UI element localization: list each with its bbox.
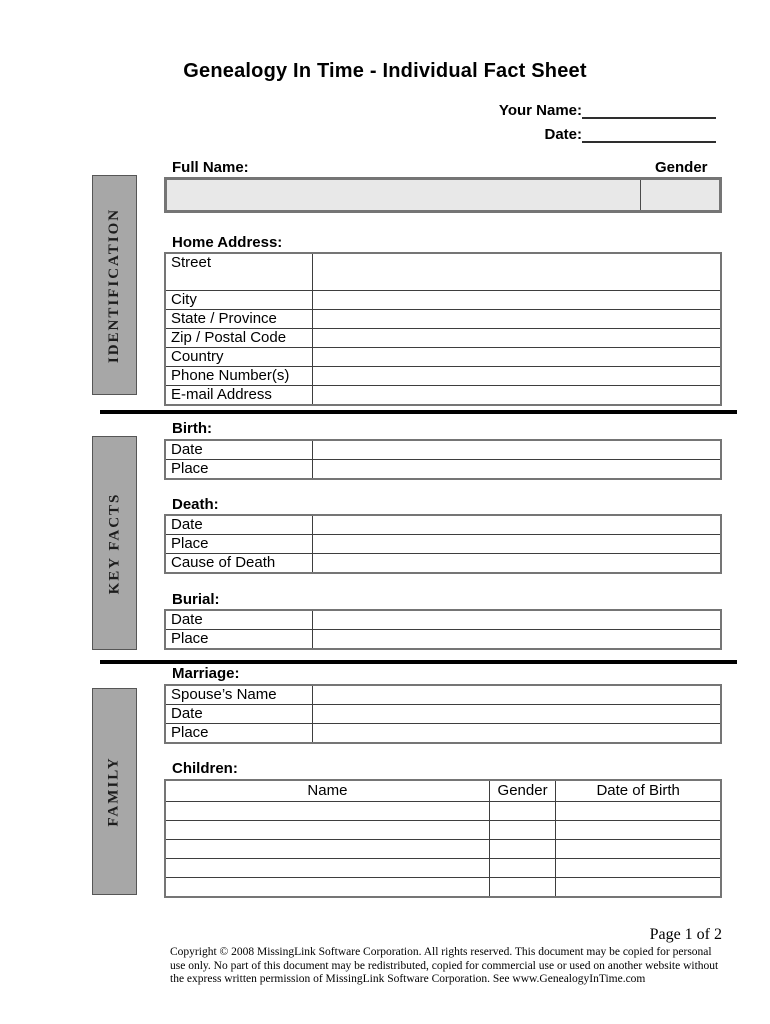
children-empty-row bbox=[165, 878, 721, 898]
form-row bbox=[165, 386, 721, 406]
children-input-cell[interactable] bbox=[165, 802, 489, 821]
field-label: Street bbox=[165, 253, 313, 291]
birth-table bbox=[164, 439, 722, 480]
field-label: Date bbox=[165, 440, 313, 460]
field-input-cell[interactable] bbox=[313, 329, 722, 348]
field-label: Spouse’s Name bbox=[165, 685, 313, 705]
field-label: Date bbox=[165, 610, 313, 630]
form-row bbox=[165, 440, 721, 460]
children-table bbox=[164, 779, 722, 898]
section-divider bbox=[100, 660, 737, 664]
children-input-cell[interactable] bbox=[489, 878, 555, 898]
form-row bbox=[165, 348, 721, 367]
field-input-cell[interactable] bbox=[313, 610, 722, 630]
field-input-cell[interactable] bbox=[313, 440, 722, 460]
children-empty-row bbox=[165, 821, 721, 840]
sidebar-tab-key-facts bbox=[92, 436, 137, 650]
children-empty-row bbox=[165, 840, 721, 859]
children-column-header: Name bbox=[165, 780, 489, 802]
children-input-cell[interactable] bbox=[165, 878, 489, 898]
form-row bbox=[165, 724, 721, 744]
field-label: Date bbox=[165, 705, 313, 724]
children-header-row bbox=[165, 780, 721, 802]
full-name-row bbox=[166, 179, 721, 212]
home-address-table bbox=[164, 252, 722, 406]
form-row bbox=[165, 329, 721, 348]
children-input-cell[interactable] bbox=[556, 821, 721, 840]
field-input-cell[interactable] bbox=[313, 291, 722, 310]
marriage-table bbox=[164, 684, 722, 744]
children-input-cell[interactable] bbox=[489, 802, 555, 821]
death-label: Death: bbox=[172, 496, 219, 513]
gender-label: Gender bbox=[655, 159, 708, 176]
field-label: Place bbox=[165, 460, 313, 480]
date-field bbox=[544, 125, 716, 143]
sidebar-tab-identification bbox=[92, 175, 137, 395]
field-label: Place bbox=[165, 630, 313, 650]
home-address-label: Home Address: bbox=[172, 234, 283, 251]
copyright-text: Copyright © 2008 MissingLink Software Corporation. All rights reserved. This document may be copied for personal use only. No part of this document may be redistributed, copied for commercial use or used on another website without the express written permission of MissingLink Software Corporation. See www.GenealogyInTime.com bbox=[170, 946, 719, 986]
field-input-cell[interactable] bbox=[313, 515, 722, 535]
sidebar-tab-identification-label: IDENTIFICATION bbox=[106, 207, 122, 363]
children-input-cell[interactable] bbox=[165, 859, 489, 878]
field-input-cell[interactable] bbox=[313, 630, 722, 650]
form-row bbox=[165, 367, 721, 386]
your-name-field bbox=[499, 101, 716, 119]
field-label: Place bbox=[165, 724, 313, 744]
children-input-cell[interactable] bbox=[556, 859, 721, 878]
children-input-cell[interactable] bbox=[489, 840, 555, 859]
children-input-cell[interactable] bbox=[556, 840, 721, 859]
your-name-label: Your Name: bbox=[498, 102, 582, 119]
form-row bbox=[165, 685, 721, 705]
burial-label: Burial: bbox=[172, 591, 220, 608]
date-blank[interactable] bbox=[582, 125, 716, 143]
field-input-cell[interactable] bbox=[313, 386, 722, 406]
field-label: Cause of Death bbox=[165, 554, 313, 574]
form-row bbox=[165, 705, 721, 724]
field-label: State / Province bbox=[165, 310, 313, 329]
burial-table bbox=[164, 609, 722, 650]
full-name-input-cell[interactable] bbox=[166, 179, 641, 212]
section-divider bbox=[100, 410, 737, 414]
field-input-cell[interactable] bbox=[313, 310, 722, 329]
death-table bbox=[164, 514, 722, 574]
form-row bbox=[165, 610, 721, 630]
form-row bbox=[165, 310, 721, 329]
field-label: Date bbox=[165, 515, 313, 535]
children-input-cell[interactable] bbox=[489, 821, 555, 840]
gender-input-cell[interactable] bbox=[641, 179, 721, 212]
field-input-cell[interactable] bbox=[313, 367, 722, 386]
field-input-cell[interactable] bbox=[313, 554, 722, 574]
form-row bbox=[165, 535, 721, 554]
form-row bbox=[165, 515, 721, 535]
form-row bbox=[165, 460, 721, 480]
date-label: Date: bbox=[544, 126, 582, 143]
field-input-cell[interactable] bbox=[313, 348, 722, 367]
form-row bbox=[165, 554, 721, 574]
field-input-cell[interactable] bbox=[313, 253, 722, 291]
children-input-cell[interactable] bbox=[165, 821, 489, 840]
field-input-cell[interactable] bbox=[313, 460, 722, 480]
page-title: Genealogy In Time - Individual Fact Sheet bbox=[183, 60, 587, 82]
form-row bbox=[165, 291, 721, 310]
children-column-header: Date of Birth bbox=[556, 780, 721, 802]
form-row bbox=[165, 253, 721, 291]
field-label: Place bbox=[165, 535, 313, 554]
full-name-input-box bbox=[164, 177, 722, 213]
children-input-cell[interactable] bbox=[165, 840, 489, 859]
birth-label: Birth: bbox=[172, 420, 212, 437]
sidebar-tab-key-facts-label: KEY FACTS bbox=[106, 492, 123, 594]
field-label: Zip / Postal Code bbox=[165, 329, 313, 348]
field-input-cell[interactable] bbox=[313, 685, 722, 705]
sidebar-tab-family bbox=[92, 688, 137, 895]
field-input-cell[interactable] bbox=[313, 535, 722, 554]
sidebar-tab-family-label: FAMILY bbox=[106, 756, 122, 827]
field-label: City bbox=[165, 291, 313, 310]
form-row bbox=[165, 630, 721, 650]
field-input-cell[interactable] bbox=[313, 724, 722, 744]
children-input-cell[interactable] bbox=[556, 802, 721, 821]
children-empty-row bbox=[165, 802, 721, 821]
full-name-label: Full Name: bbox=[172, 159, 249, 176]
field-input-cell[interactable] bbox=[313, 705, 722, 724]
field-label: E-mail Address bbox=[165, 386, 313, 406]
children-label: Children: bbox=[172, 760, 238, 777]
children-input-cell[interactable] bbox=[556, 878, 721, 898]
field-label: Phone Number(s) bbox=[165, 367, 313, 386]
your-name-blank[interactable] bbox=[582, 101, 716, 119]
children-input-cell[interactable] bbox=[489, 859, 555, 878]
children-empty-row bbox=[165, 859, 721, 878]
field-label: Country bbox=[165, 348, 313, 367]
marriage-label: Marriage: bbox=[172, 665, 240, 682]
children-column-header: Gender bbox=[489, 780, 555, 802]
page-indicator: Page 1 of 2 bbox=[649, 926, 722, 943]
